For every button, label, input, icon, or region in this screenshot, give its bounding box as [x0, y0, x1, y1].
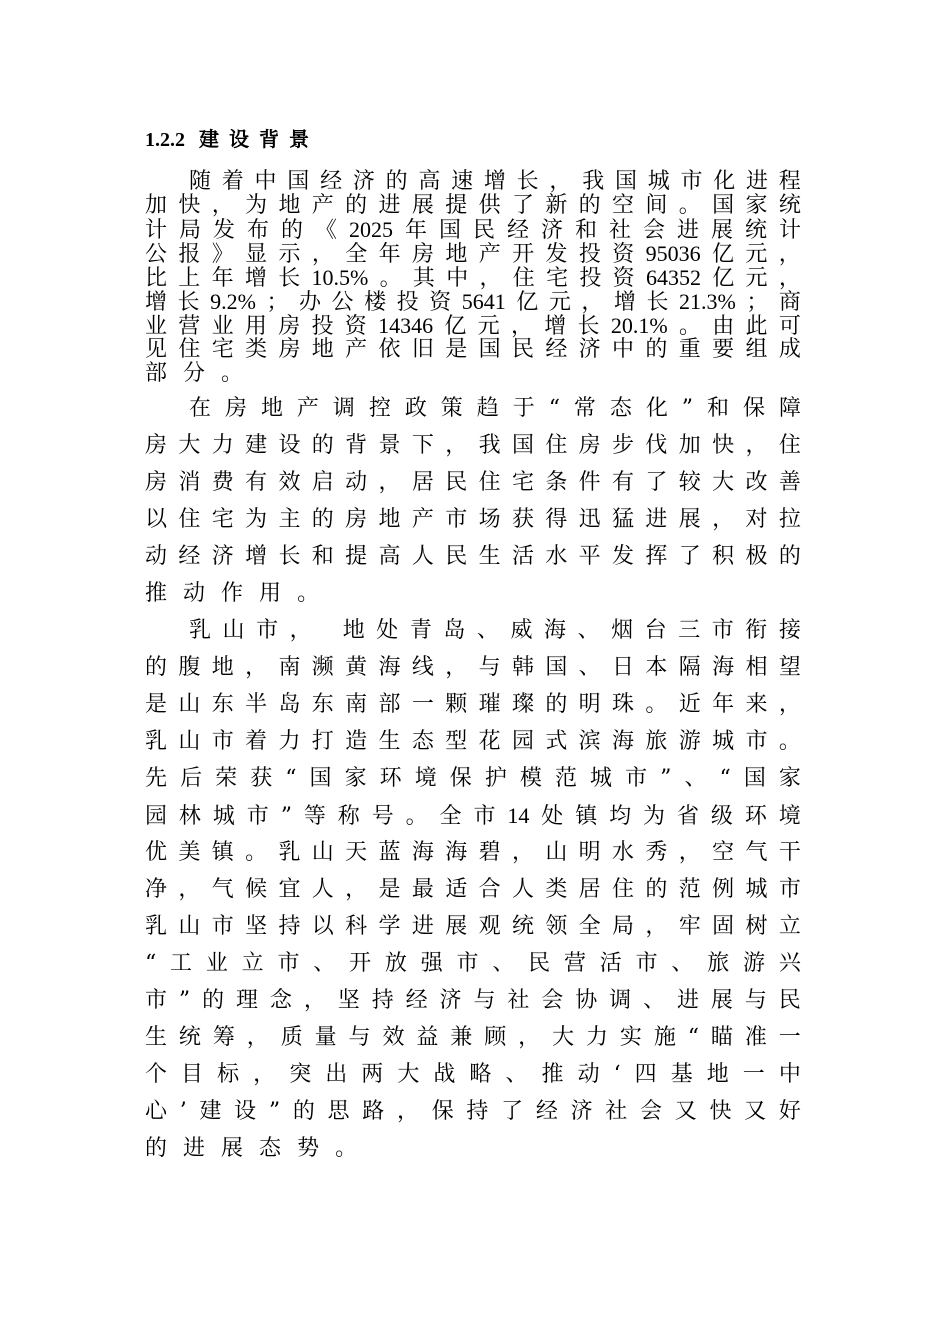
paragraph-line: 在 房 地 产 调 控 政 策 趋 于 “ 常 态 化 ” 和 保 障	[189, 396, 801, 421]
section-title: 建设背景	[199, 127, 319, 151]
paragraph-line: 先 后 荣 获 “ 国 家 环 境 保 护 模 范 城 市 ” 、 “ 国 家	[145, 766, 801, 791]
paragraph-policy	[145, 390, 801, 612]
paragraph-line: 个 目 标 ， 突 出 两 大 战 略 、 推 动 ‘ 四 基 地 一 中	[145, 1062, 801, 1087]
paragraph-line: 房 消 费 有 效 启 动 ， 居 民 住 宅 条 件 有 了 较 大 改 善	[145, 470, 801, 495]
section-heading	[145, 123, 319, 152]
paragraph-economy	[145, 170, 801, 386]
paragraph-line: 净 ， 气 候 宜 人 ， 是 最 适 合 人 类 居 住 的 范 例 城 市	[145, 877, 801, 902]
paragraph-line: 是 山 东 半 岛 东 南 部 一 颗 璀 璨 的 明 珠 。 近 年 来 ，	[145, 692, 801, 717]
paragraph-line: 乳 山 市 坚 持 以 科 学 进 展 观 统 领 全 局 ， 牢 固 树 立	[145, 914, 801, 939]
paragraph-line: 的 腹 地 ， 南 濒 黄 海 线 ， 与 韩 国 、 日 本 隔 海 相 望	[145, 655, 801, 680]
paragraph-line: 随 着 中 国 经 济 的 高 速 增 长 ， 我 国 城 市 化 进 程	[189, 169, 801, 194]
section-number: 1.2.2	[145, 129, 185, 151]
paragraph-line: 增 长 9.2% ； 办 公 楼 投 资 5641 亿 元 ， 增 长 21.3% ； 商	[145, 289, 801, 315]
paragraph-line: “ 工 业 立 市 、 开 放 强 市 、 民 营 活 市 、 旅 游 兴	[145, 951, 801, 976]
paragraph-line: 推 动 作 用 。	[145, 581, 320, 606]
paragraph-line: 业 营 业 用 房 投 资 14346 亿 元 ， 增 长 20.1% 。 由 此 可	[145, 313, 801, 339]
paragraph-line: 动 经 济 增 长 和 提 高 人 民 生 活 水 平 发 挥 了 积 极 的	[145, 544, 801, 569]
paragraph-line: 乳 山 市 ， 地 处 青 岛 、 威 海 、 烟 台 三 市 衔 接	[189, 618, 801, 643]
paragraph-rushan	[145, 612, 801, 1167]
paragraph-line: 见 住 宅 类 房 地 产 依 旧 是 国 民 经 济 中 的 重 要 组 成	[145, 337, 801, 362]
paragraph-line: 市 ” 的 理 念 ， 坚 持 经 济 与 社 会 协 调 、 进 展 与 民	[145, 988, 801, 1013]
paragraph-line: 比 上 年 增 长 10.5% 。 其 中 ， 住 宅 投 资 64352 亿 元 ，	[145, 265, 801, 291]
paragraph-line: 心 ’ 建 设 ” 的 思 路 ， 保 持 了 经 济 社 会 又 快 又 好	[145, 1099, 801, 1124]
paragraph-line: 公 报 》 显 示 ， 全 年 房 地 产 开 发 投 资 95036 亿 元 ，	[145, 241, 801, 267]
paragraph-line: 的 进 展 态 势 。	[145, 1136, 358, 1161]
paragraph-line: 园 林 城 市 ” 等 称 号 。 全 市 14 处 镇 均 为 省 级 环 境	[145, 803, 801, 829]
paragraph-line: 加 快 ， 为 地 产 的 进 展 提 供 了 新 的 空 间 。 国 家 统	[145, 193, 801, 218]
paragraph-line: 部 分 。	[145, 361, 244, 386]
paragraph-line: 以 住 宅 为 主 的 房 地 产 市 场 获 得 迅 猛 进 展 ， 对 拉	[145, 507, 801, 532]
paragraph-line: 生 统 筹 ， 质 量 与 效 益 兼 顾 ， 大 力 实 施 “ 瞄 准 一	[145, 1025, 801, 1050]
paragraph-line: 计 局 发 布 的 《 2025 年 国 民 经 济 和 社 会 进 展 统 计	[145, 217, 801, 243]
paragraph-line: 优 美 镇 。 乳 山 天 蓝 海 海 碧 ， 山 明 水 秀 ， 空 气 干	[145, 840, 801, 865]
paragraph-line: 乳 山 市 着 力 打 造 生 态 型 花 园 式 滨 海 旅 游 城 市 。	[145, 729, 801, 754]
paragraph-line: 房 大 力 建 设 的 背 景 下 ， 我 国 住 房 步 伐 加 快 ， 住	[145, 433, 801, 458]
